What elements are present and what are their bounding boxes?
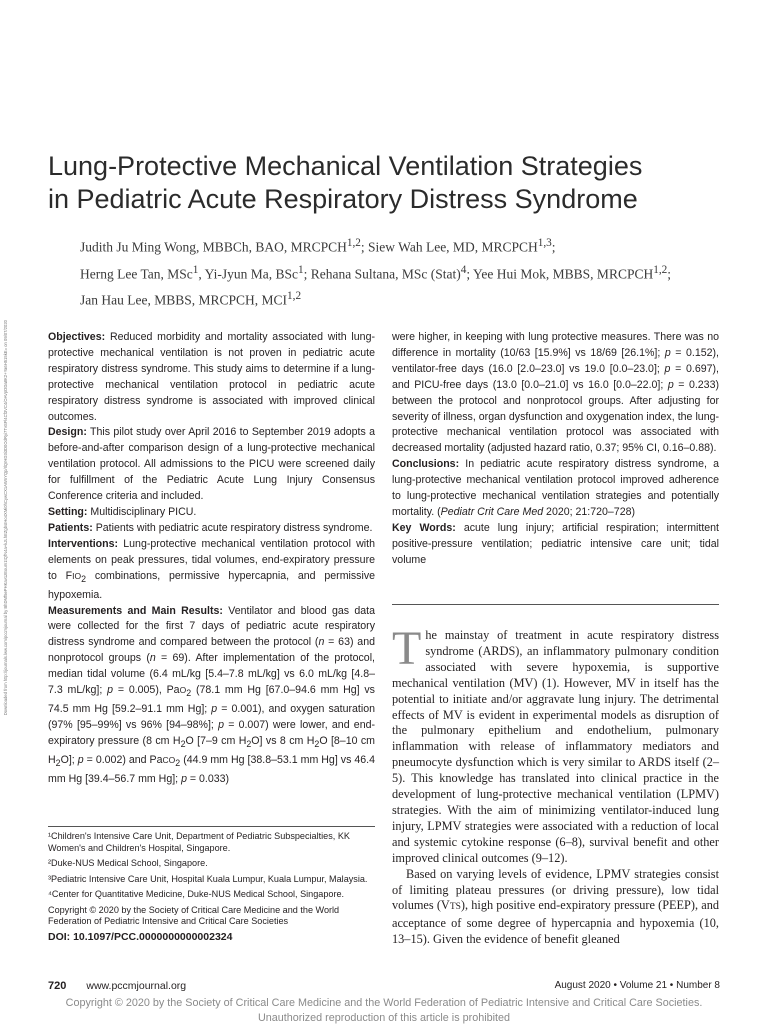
- section-text: = 0.001), and oxygen saturation (97% [95–99%] vs 96% [94–98%];: [48, 703, 376, 731]
- doi[interactable]: DOI: 10.1097/PCC.0000000000002324: [48, 930, 233, 943]
- affiliation-superscript: 1,3: [537, 237, 552, 249]
- body-paragraph-2: [392, 867, 719, 949]
- affiliation-superscript: 1: [192, 263, 199, 276]
- abstract-column-left: [48, 330, 375, 788]
- body-paragraph-1: [392, 622, 719, 867]
- subscript: 2: [180, 738, 186, 749]
- section-text: Ventilator and blood gas data were collected for the first 7 days of pediatric acute respiratory distress syndrome and compared between the protocol (: [48, 604, 375, 649]
- section-heading: Patients:: [48, 521, 93, 534]
- section-text: = 0.233) between the protocol and nonprotocol groups. After adjusting for severity of illness, organ dysfunction and oxygenation index, the lung-protective mechanical ventilation protocol was associated with decreased mortality (adjusted hazard ratio, 0.37; 95% CI, 0.16–0.88).: [392, 378, 719, 455]
- affiliation-footnotes: [48, 831, 380, 947]
- section-text: This pilot study over April 2016 to September 2019 adopts a before-and-after comparison design of a lung-protective mechanical ventilation protocol. All admissions to the PICU were screened daily for fulfillment of the Pediatric Acute Lung Injury Consensus Conference criteria and included.: [48, 426, 375, 503]
- italic-variable: p: [664, 346, 671, 359]
- italic-variable: p: [107, 684, 113, 697]
- section-heading: Measurements and Main Results:: [48, 604, 223, 617]
- italic-variable: n: [318, 636, 325, 649]
- section-text: = 0.002) and Pa: [83, 753, 163, 766]
- section-text: (78.1 mm Hg [67.0–94.6 mm Hg] vs 74.5 mm Hg [59.2–91.1 mm Hg];: [48, 684, 375, 716]
- body-text: he mainstay of treatment in acute respiratory distress syndrome (ARDS), an inflammatory pulmonary condition associated with severe hypoxemia, is supportive mechanical ventilation (MV) (1). However, MV in itself has the potential to initiate and/or aggravate lung injury. The detrimental effects of MV is evident in experimental models as disruption of the pulmonary epithelium and endothelium, pulmonary inflammation with release of inflammatory mediators and pneumocyte dysfunction which is very similar to ARDS itself (2–5). This knowledge has translated into clinical practice in the development of lung-protective mechanical ventilation (LPMV) strategies. With the aim of minimizing ventilator-induced lung injury, LPMV strategies were associated with a reduction of local and systemic cytokine response (6–8), survival benefit and other improved clinical outcomes (9–12).: [392, 628, 719, 865]
- issue-info: August 2020 • Volume 21 • Number 8: [554, 980, 720, 991]
- italic-variable: p: [667, 378, 674, 391]
- subscript: 2: [81, 573, 87, 584]
- author-name: , Yi-Jyun Ma, BSc: [198, 266, 299, 281]
- affiliation-superscript: 1,2: [346, 237, 361, 249]
- section-heading: Objectives:: [48, 331, 106, 343]
- author-separator: ;: [667, 266, 672, 281]
- section-text: = 63) and nonprotocol groups (: [48, 636, 375, 665]
- copyright-line-2: Unauthorized reproduction of this article is prohibited: [257, 1012, 511, 1024]
- article-copyright: Copyright © 2020 by the Society of Critical Care Medicine and the World Federation of Pediatric Intensive and Critical Care Societies: [48, 904, 340, 926]
- download-watermark-text: Downloaded from http://journals.lww.com/pccmjournal by BhDMf5ePHKav1zEoum1tQfN4a+kJLhEZgbsIHo4XMi0hCywCX1AWnYQp/IlQrHD3i3D0OdRyi7TvSFl4Cf3VC4/OAVpDDa8K2+Ya6H515kE= on 09/07/2020: [3, 320, 8, 716]
- subscript: 2: [186, 688, 192, 699]
- subscript: 2: [246, 738, 252, 749]
- small-caps-text: TS: [449, 902, 461, 913]
- body-text: Based on varying levels of evidence, LPMV strategies consist of limiting plateau pressures (or driving pressure), low tidal volumes (V: [392, 866, 719, 913]
- affiliation-footnote: ³Pediatric Intensive Care Unit, Hospital Kuala Lumpur, Kuala Lumpur, Malaysia.: [48, 873, 368, 884]
- affiliation-superscript: 1,2: [653, 263, 668, 276]
- author-name: ; Yee Hui Mok, MBBS, MRCPCH: [466, 266, 654, 281]
- italic-variable: p: [218, 718, 224, 731]
- section-heading: Interventions:: [48, 537, 119, 550]
- body-text: ), high positive end-expiratory pressure (PEEP), and acceptance of some degree of hypercapnia and hypoxemia (10, 13–15). Given the evidence of benefit gleaned: [392, 898, 719, 947]
- affiliation-superscript: 1: [298, 263, 304, 276]
- author-name: Judith Ju Ming Wong, MBBCh, BAO, MRCPCH: [80, 239, 347, 255]
- citation-details: 2020; 21:720–728): [543, 505, 636, 518]
- section-text: O [8–10 cm H: [48, 734, 376, 766]
- italic-variable: p: [77, 753, 84, 766]
- subscript: 2: [175, 758, 181, 768]
- section-text: (44.9 mm Hg [38.8–53.1 mm Hg] vs 46.4 mm Hg [39.4–56.7 mm Hg];: [48, 753, 375, 785]
- affiliation-superscript: 1,2: [287, 290, 302, 302]
- affiliation-footnote: ¹Children's Intensive Care Unit, Department of Pediatric Subspecialties, KK Women's and Children's Hospital, Singapore.: [48, 831, 350, 853]
- author-name: ; Rehana Sultana, MSc (Stat): [303, 266, 461, 281]
- author-name: Jan Hau Lee, MBBS, MRCPCH, MCI: [80, 292, 288, 308]
- section-heading: Setting:: [48, 505, 88, 518]
- section-heading: Design:: [48, 426, 87, 439]
- abstract-column-right: [392, 330, 719, 569]
- abstract-objectives: [48, 330, 375, 425]
- section-text: = 0.152), ventilator-free days (16.0 [2.0–23.0] vs 19.0 [0.0–23.0];: [392, 346, 719, 375]
- italic-variable: p: [181, 772, 187, 785]
- abstract-measurements: [48, 604, 375, 788]
- section-text: O];: [60, 753, 78, 766]
- copyright-notice: [0, 996, 768, 1026]
- section-text: combinations, permissive hypercapnia, and permissive hypoxemia.: [48, 569, 376, 601]
- page-footer-left: [48, 980, 186, 992]
- abstract-conclusions: [392, 457, 719, 521]
- section-text: = 0.033): [186, 772, 230, 785]
- section-heading: Conclusions:: [392, 458, 460, 471]
- small-caps-text: O: [179, 685, 187, 696]
- download-watermark: [3, 320, 15, 720]
- article-title: [48, 150, 728, 216]
- copyright-line-1: Copyright © 2020 by the Society of Critical Care Medicine and the World Federation of Pediatric Intensive and Critical Care Societies.: [65, 997, 703, 1009]
- section-text: Multidisciplinary PICU.: [87, 505, 197, 518]
- abstract-setting: [48, 505, 375, 521]
- section-heading: Key Words:: [392, 521, 456, 534]
- section-text: Reduced morbidity and mortality associated with lung-protective mechanical ventilation is not proven in pediatric acute respiratory distress syndrome. This study aims to determine if a lung-protective mechanical ventilation protocol in pediatric acute respiratory distress syndrome is associated with improved clinical outcomes.: [48, 331, 375, 423]
- title-line-2: in Pediatric Acute Respiratory Distress Syndrome: [48, 184, 638, 214]
- section-text: = 0.005), Pa: [113, 684, 180, 697]
- section-text: = 0.697), and PICU-free days (13.0 [0.0–21.0] vs 16.0 [0.0–22.0];: [392, 362, 719, 391]
- italic-variable: n: [149, 652, 156, 665]
- author-name: Herng Lee Tan, MSc: [80, 266, 193, 281]
- small-caps-text: IO: [72, 570, 82, 581]
- section-text: O [7–9 cm H: [185, 734, 247, 747]
- section-text: = 69). After implementation of the protocol, median tidal volume (6.4 mL/kg [5.4–7.8 mL/kg] vs 6.0 mL/kg [4.8–7.3 mL/kg];: [48, 652, 375, 697]
- author-list: [80, 232, 740, 312]
- section-text: In pediatric acute respiratory distress syndrome, a lung-protective mechanical ventilation protocol improved adherence to lung-protective mechanical ventilation strategies and potentially mortality. (: [392, 458, 719, 518]
- article-body: [392, 622, 719, 948]
- section-text: were higher, in keeping with lung protective measures. There was no difference in mortality (10/63 [15.9%] vs 18/69 [26.1%];: [392, 331, 719, 359]
- section-text: Patients with pediatric acute respiratory distress syndrome.: [92, 521, 373, 534]
- abstract-divider: [392, 604, 719, 605]
- section-text: acute lung injury; artificial respiration; intermittent positive-pressure ventilation; pediatric intensive care unit; tidal volume: [392, 521, 720, 566]
- affiliation-superscript: 4: [460, 263, 467, 276]
- footnote-divider: [48, 826, 375, 827]
- section-text: Lung-protective mechanical ventilation protocol with elements on peak pressures, tidal volumes, end-expiratory pressure to F: [48, 537, 375, 582]
- page-footer-right: [555, 980, 720, 991]
- page-number: 720: [48, 980, 67, 992]
- abstract-design: [48, 425, 375, 505]
- section-text: = 0.007) were lower, and end-expiratory pressure (8 cm H: [48, 718, 376, 747]
- abstract-results-continued: [392, 330, 719, 457]
- journal-website-link[interactable]: www.pccmjournal.org: [86, 980, 187, 992]
- abstract-patients: [48, 521, 375, 537]
- italic-variable: p: [664, 362, 671, 375]
- drop-cap: T: [392, 622, 422, 675]
- section-text: O] vs 8 cm H: [251, 734, 315, 747]
- abstract-interventions: [48, 537, 375, 604]
- subscript: 2: [55, 758, 61, 768]
- title-line-1: Lung-Protective Mechanical Ventilation Strategies: [48, 151, 643, 181]
- subscript: 2: [314, 738, 320, 749]
- citation-journal: Pediatr Crit Care Med: [440, 505, 544, 518]
- abstract-keywords: [392, 521, 719, 569]
- affiliation-footnote: ⁴Center for Quantitative Medicine, Duke-NUS Medical School, Singapore.: [48, 889, 345, 899]
- small-caps-text: CO: [162, 754, 176, 765]
- italic-variable: p: [211, 703, 218, 716]
- affiliation-footnote: ²Duke-NUS Medical School, Singapore.: [48, 858, 208, 868]
- author-name: ; Siew Wah Lee, MD, MRCPCH: [360, 239, 538, 255]
- author-separator: ;: [551, 239, 556, 255]
